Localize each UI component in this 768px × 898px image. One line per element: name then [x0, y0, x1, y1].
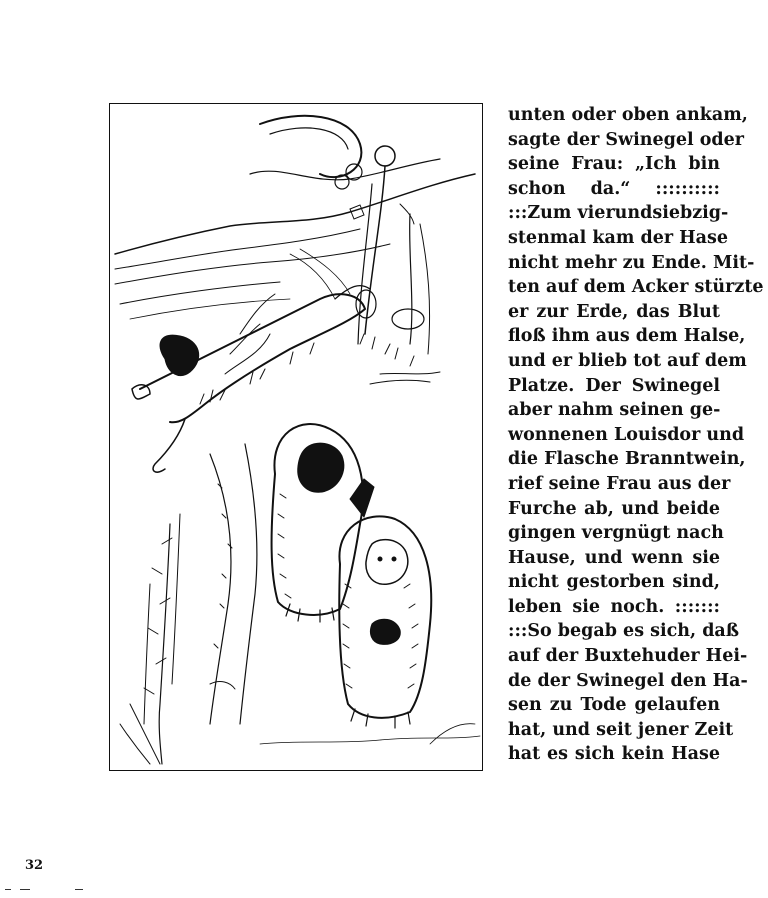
text-line: gingen vergnügt nach — [508, 523, 724, 544]
text-line: seine Frau: „Ich bin — [508, 154, 720, 175]
text-line: und er blieb tot auf dem — [508, 350, 747, 371]
text-line: nicht mehr zu Ende. Mit- — [508, 252, 755, 273]
text-line: auf der Buxtehuder Hei- — [508, 646, 748, 667]
text-line: schon da.“ :::::::::: — [508, 178, 720, 199]
footer-scan-marks — [0, 886, 100, 892]
text-line: sagte der Swinegel oder — [508, 129, 745, 150]
text-line: Platze. Der Swinegel — [508, 375, 720, 396]
text-line: aber nahm seinen ge- — [508, 400, 721, 421]
text-line: rief seine Frau aus der — [508, 473, 731, 494]
text-line: er zur Erde, das Blut — [508, 301, 720, 322]
text-line: die Flasche Branntwein, — [508, 449, 746, 470]
text-line: hat, und seit jener Zeit — [508, 719, 734, 740]
illustration-hedgehogs-and-dead-hare — [109, 103, 483, 771]
text-line: sen zu Tode gelaufen — [508, 695, 720, 716]
text-line: nicht gestorben sind, — [508, 572, 720, 593]
page-number: 32 — [25, 858, 44, 873]
text-line: :::Zum vierundsiebzig- — [508, 203, 729, 224]
text-line: hat es sich kein Hase — [508, 744, 720, 765]
text-line: Furche ab, und beide — [508, 498, 720, 519]
text-line: stenmal kam der Hase — [508, 227, 729, 248]
text-line: de der Swinegel den Ha- — [508, 670, 748, 691]
text-line: Hause, und wenn sie — [508, 547, 720, 568]
scan-mark — [75, 889, 83, 890]
text-line: ten auf dem Acker stürzte — [508, 277, 764, 298]
text-line: floß ihm aus dem Halse, — [508, 326, 746, 347]
scan-mark — [20, 889, 30, 890]
story-text-column — [508, 103, 764, 767]
text-line: unten oder oben ankam, — [508, 105, 748, 125]
text-line: leben sie noch. ::::::: — [508, 596, 720, 617]
scan-mark — [5, 889, 11, 890]
text-line: wonnenen Louisdor und — [508, 424, 745, 445]
illustration-drawing — [110, 104, 482, 770]
text-line: :::So begab es sich, daß — [508, 621, 740, 642]
